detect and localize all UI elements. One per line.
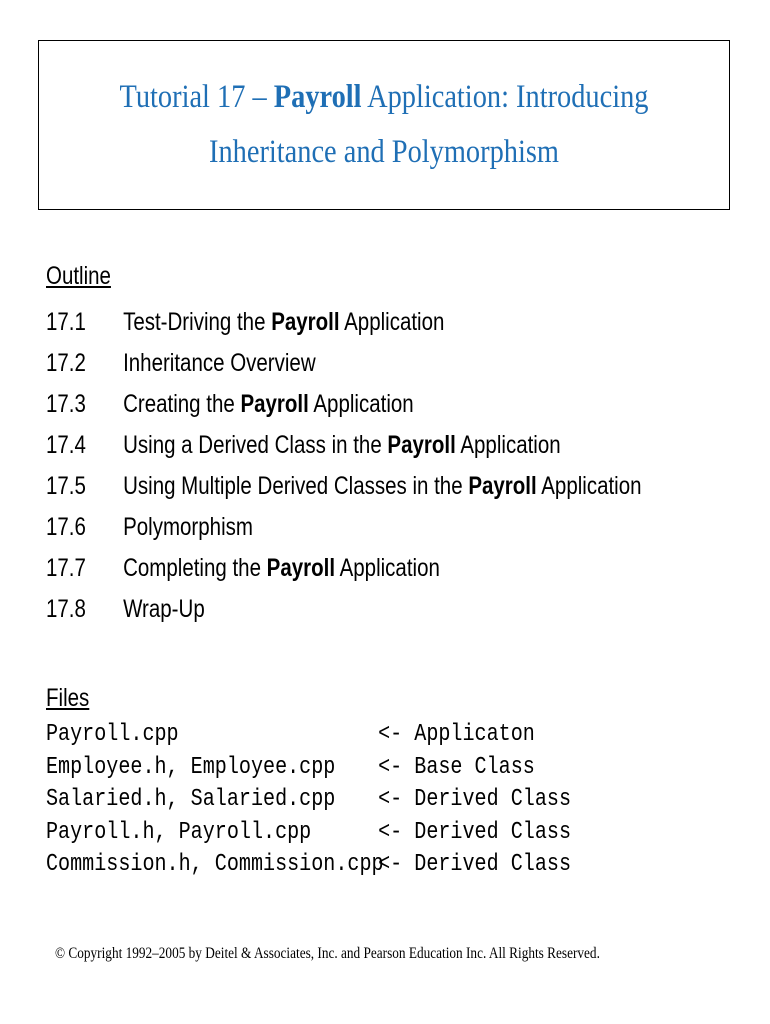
outline-item (46, 470, 702, 511)
outline-text-before: Polymorphism (123, 513, 253, 541)
file-row (46, 818, 702, 851)
outline-text-after: Application (536, 472, 642, 500)
title-bold: Payroll (273, 79, 362, 115)
outline-number: 17.6 (46, 513, 86, 541)
outline-text (123, 306, 444, 338)
outline-text (123, 511, 253, 543)
outline-text-bold: Payroll (387, 431, 456, 459)
title-prefix: Tutorial 17 – (119, 79, 274, 115)
file-name: Payroll.h, Payroll.cpp (46, 818, 312, 846)
file-role: <- Derived Class (378, 786, 572, 813)
outline-text (123, 347, 316, 379)
outline-text-bold: Payroll (240, 390, 309, 418)
outline-list (46, 306, 770, 634)
outline-text-bold: Payroll (266, 554, 336, 582)
file-role: <- Base Class (378, 753, 535, 781)
outline-item (46, 552, 702, 593)
outline-text-after: Application (339, 308, 445, 336)
outline-text-before: Using a Derived Class in the (123, 431, 388, 459)
outline-text-before: Wrap-Up (123, 595, 205, 623)
outline-text-bold: Payroll (468, 472, 537, 500)
outline-number: 17.7 (46, 554, 86, 582)
slide-title (87, 70, 680, 180)
file-role: <- Derived Class (378, 818, 572, 846)
file-name: Employee.h, Employee.cpp (46, 753, 336, 781)
file-role: <- Derived Class (378, 851, 572, 878)
title-suffix: Application: Introducing Inheritance and Polymorphism (209, 79, 649, 170)
outline-number: 17.3 (46, 390, 86, 418)
file-name: Commission.h, Commission.cpp (46, 851, 384, 878)
file-name: Salaried.h, Salaried.cpp (46, 786, 336, 813)
file-row (46, 850, 702, 883)
outline-item (46, 347, 702, 388)
outline-text-before: Completing the (123, 554, 267, 582)
outline-text-bold: Payroll (271, 308, 340, 336)
outline-item (46, 511, 702, 552)
outline-number: 17.5 (46, 472, 86, 500)
outline-text-before: Inheritance Overview (123, 349, 316, 377)
outline-number: 17.8 (46, 595, 86, 623)
outline-text-after: Application (308, 390, 414, 418)
outline-heading: Outline (46, 262, 111, 290)
outline-text (123, 388, 414, 420)
outline-text (123, 470, 641, 502)
outline-text-after: Application (335, 554, 440, 582)
outline-text-before: Using Multiple Derived Classes in the (123, 472, 469, 500)
outline-number: 17.2 (46, 349, 86, 377)
outline-text-after: Application (455, 431, 561, 459)
outline-text (123, 552, 440, 584)
outline-text-before: Test-Driving the (123, 308, 272, 336)
file-row (46, 785, 702, 818)
file-role: <- Applicaton (378, 721, 535, 748)
outline-text-before: Creating the (123, 390, 241, 418)
outline-item (46, 593, 702, 634)
outline-number: 17.4 (46, 431, 86, 459)
outline-item (46, 306, 702, 347)
copyright-notice: © Copyright 1992–2005 by Deitel & Associates, Inc. and Pearson Education Inc. All Rights Reserved. (55, 945, 600, 962)
outline-item (46, 388, 702, 429)
outline-text (123, 429, 561, 461)
file-name: Payroll.cpp (46, 721, 179, 748)
outline-number: 17.1 (46, 308, 86, 336)
files-list (46, 720, 770, 883)
files-heading: Files (46, 684, 90, 712)
outline-item (46, 429, 702, 470)
title-box (38, 40, 730, 210)
file-row (46, 720, 702, 753)
file-row (46, 753, 702, 786)
outline-text (123, 593, 205, 625)
